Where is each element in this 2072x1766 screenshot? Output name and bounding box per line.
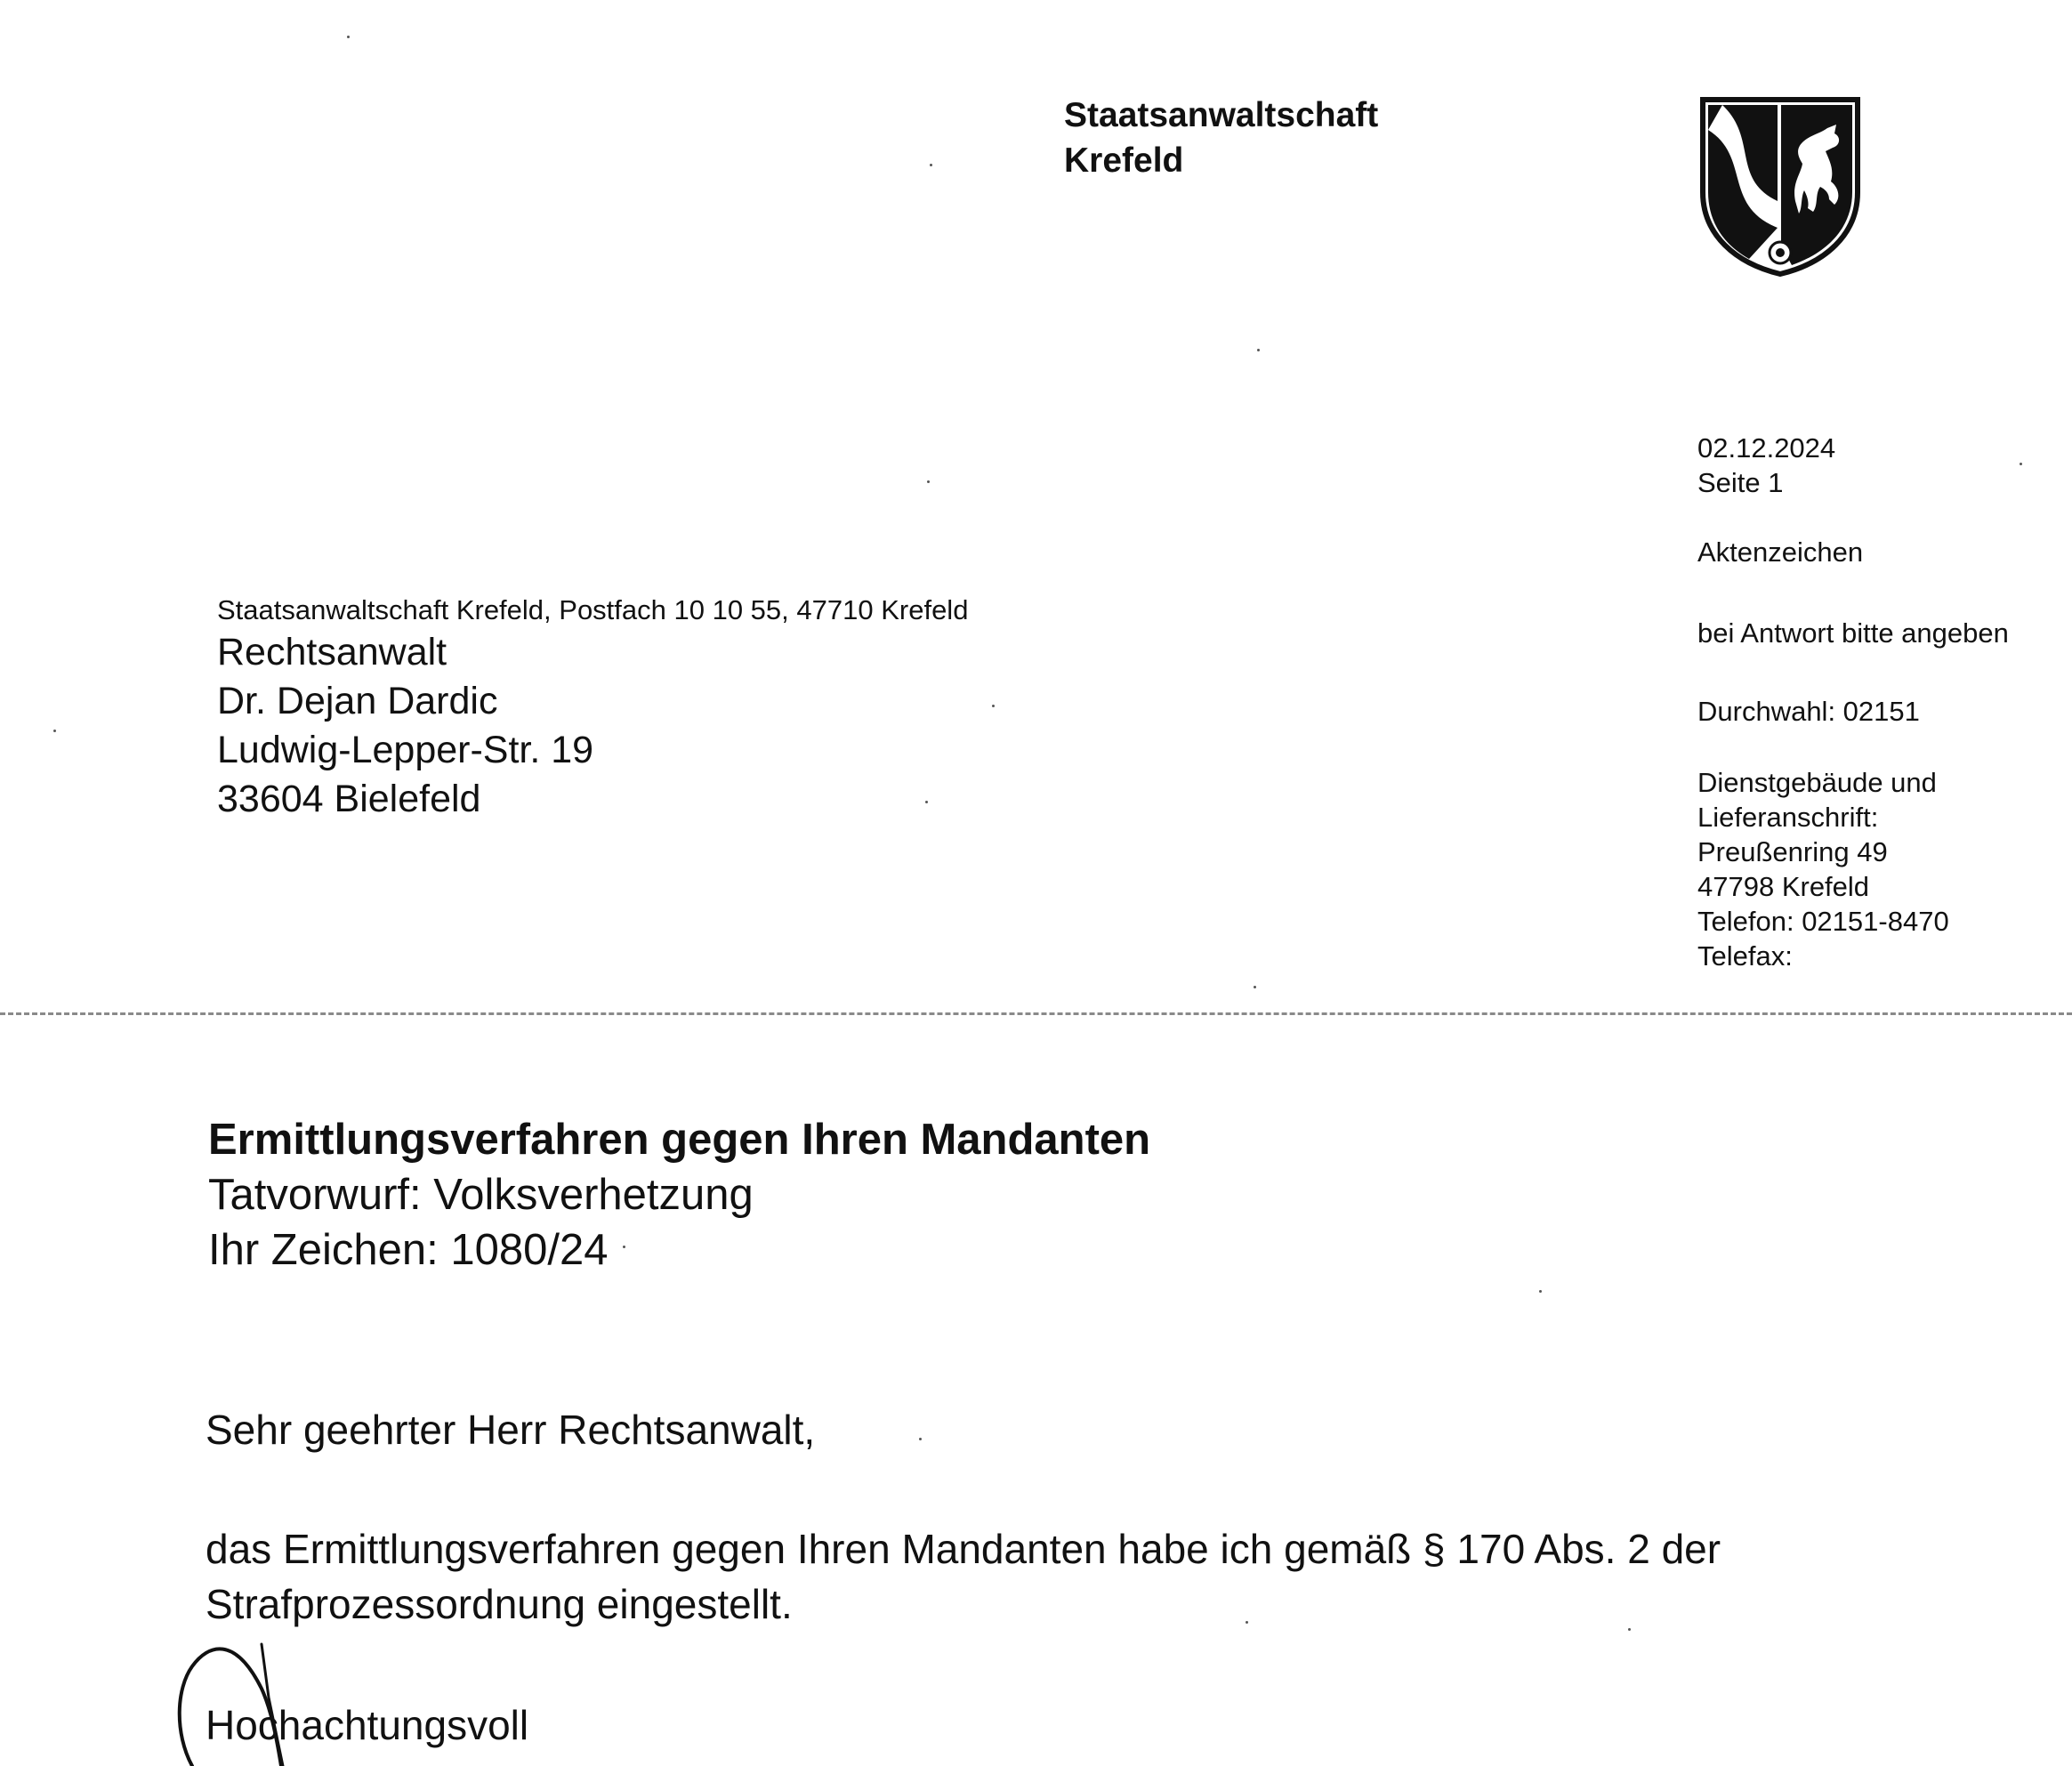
scan-speck: [2020, 463, 2022, 465]
page-number: Seite 1: [1697, 467, 1784, 498]
scan-speck: [623, 1246, 625, 1248]
signature-mark: [165, 1626, 326, 1766]
scan-speck: [1628, 1628, 1631, 1631]
recipient-line4: 33604 Bielefeld: [217, 778, 481, 820]
scan-speck: [347, 36, 350, 38]
subject-your-reference: Ihr Zeichen: 1080/24: [208, 1226, 609, 1274]
building-street: Preußenring 49: [1697, 836, 1888, 867]
scan-speck: [919, 1438, 922, 1440]
subject-title: Ermittlungsverfahren gegen Ihren Mandanten: [208, 1116, 1151, 1164]
phone-number: Telefon: 02151-8470: [1697, 906, 1949, 937]
recipient-line1: Rechtsanwalt: [217, 631, 447, 673]
scan-speck: [1257, 349, 1260, 351]
nrw-coat-of-arms-icon: [1696, 94, 1865, 278]
scan-speck: [1539, 1290, 1542, 1293]
file-reference-label: Aktenzeichen: [1697, 536, 1864, 568]
building-label-line2: Lieferanschrift:: [1697, 802, 1879, 833]
salutation: Sehr geehrter Herr Rechtsanwalt,: [206, 1407, 816, 1453]
authority-name-line1: Staatsanwaltschaft: [1064, 96, 1379, 134]
letter-body-line2: Strafprozessordnung eingestellt.: [206, 1581, 793, 1627]
scan-speck: [925, 801, 928, 803]
scan-speck: [930, 164, 932, 166]
letter-body: [206, 1521, 1985, 1632]
recipient-address: [217, 628, 593, 824]
closing: Hochachtungsvoll: [206, 1702, 529, 1748]
letter-body-line1: das Ermittlungsverfahren gegen Ihren Mandanten habe ich gemäß § 170 Abs. 2 der: [206, 1526, 1721, 1572]
scan-speck: [53, 730, 56, 732]
scan-speck: [992, 705, 995, 707]
recipient-line3: Ludwig-Lepper-Str. 19: [217, 729, 594, 771]
building-city: 47798 Krefeld: [1697, 871, 1870, 902]
reply-note: bei Antwort bitte angeben: [1697, 617, 2009, 649]
building-label-line1: Dienstgebäude und: [1697, 767, 1937, 798]
fold-line: [0, 1012, 2072, 1015]
fax-number: Telefax:: [1697, 940, 1793, 972]
subject-block: [208, 1112, 1150, 1278]
scan-speck: [1254, 986, 1256, 988]
authority-name-line2: Krefeld: [1064, 141, 1184, 180]
authority-name: [1064, 93, 1378, 183]
direct-dial: Durchwahl: 02151: [1697, 696, 1920, 727]
subject-charge: Tatvorwurf: Volksverhetzung: [208, 1171, 754, 1219]
scan-speck: [927, 480, 930, 483]
letter-date: 02.12.2024: [1697, 432, 1836, 464]
return-address: Staatsanwaltschaft Krefeld, Postfach 10 10 55, 47710 Krefeld: [217, 594, 969, 625]
recipient-line2: Dr. Dejan Dardic: [217, 680, 498, 722]
scan-speck: [1246, 1621, 1248, 1624]
